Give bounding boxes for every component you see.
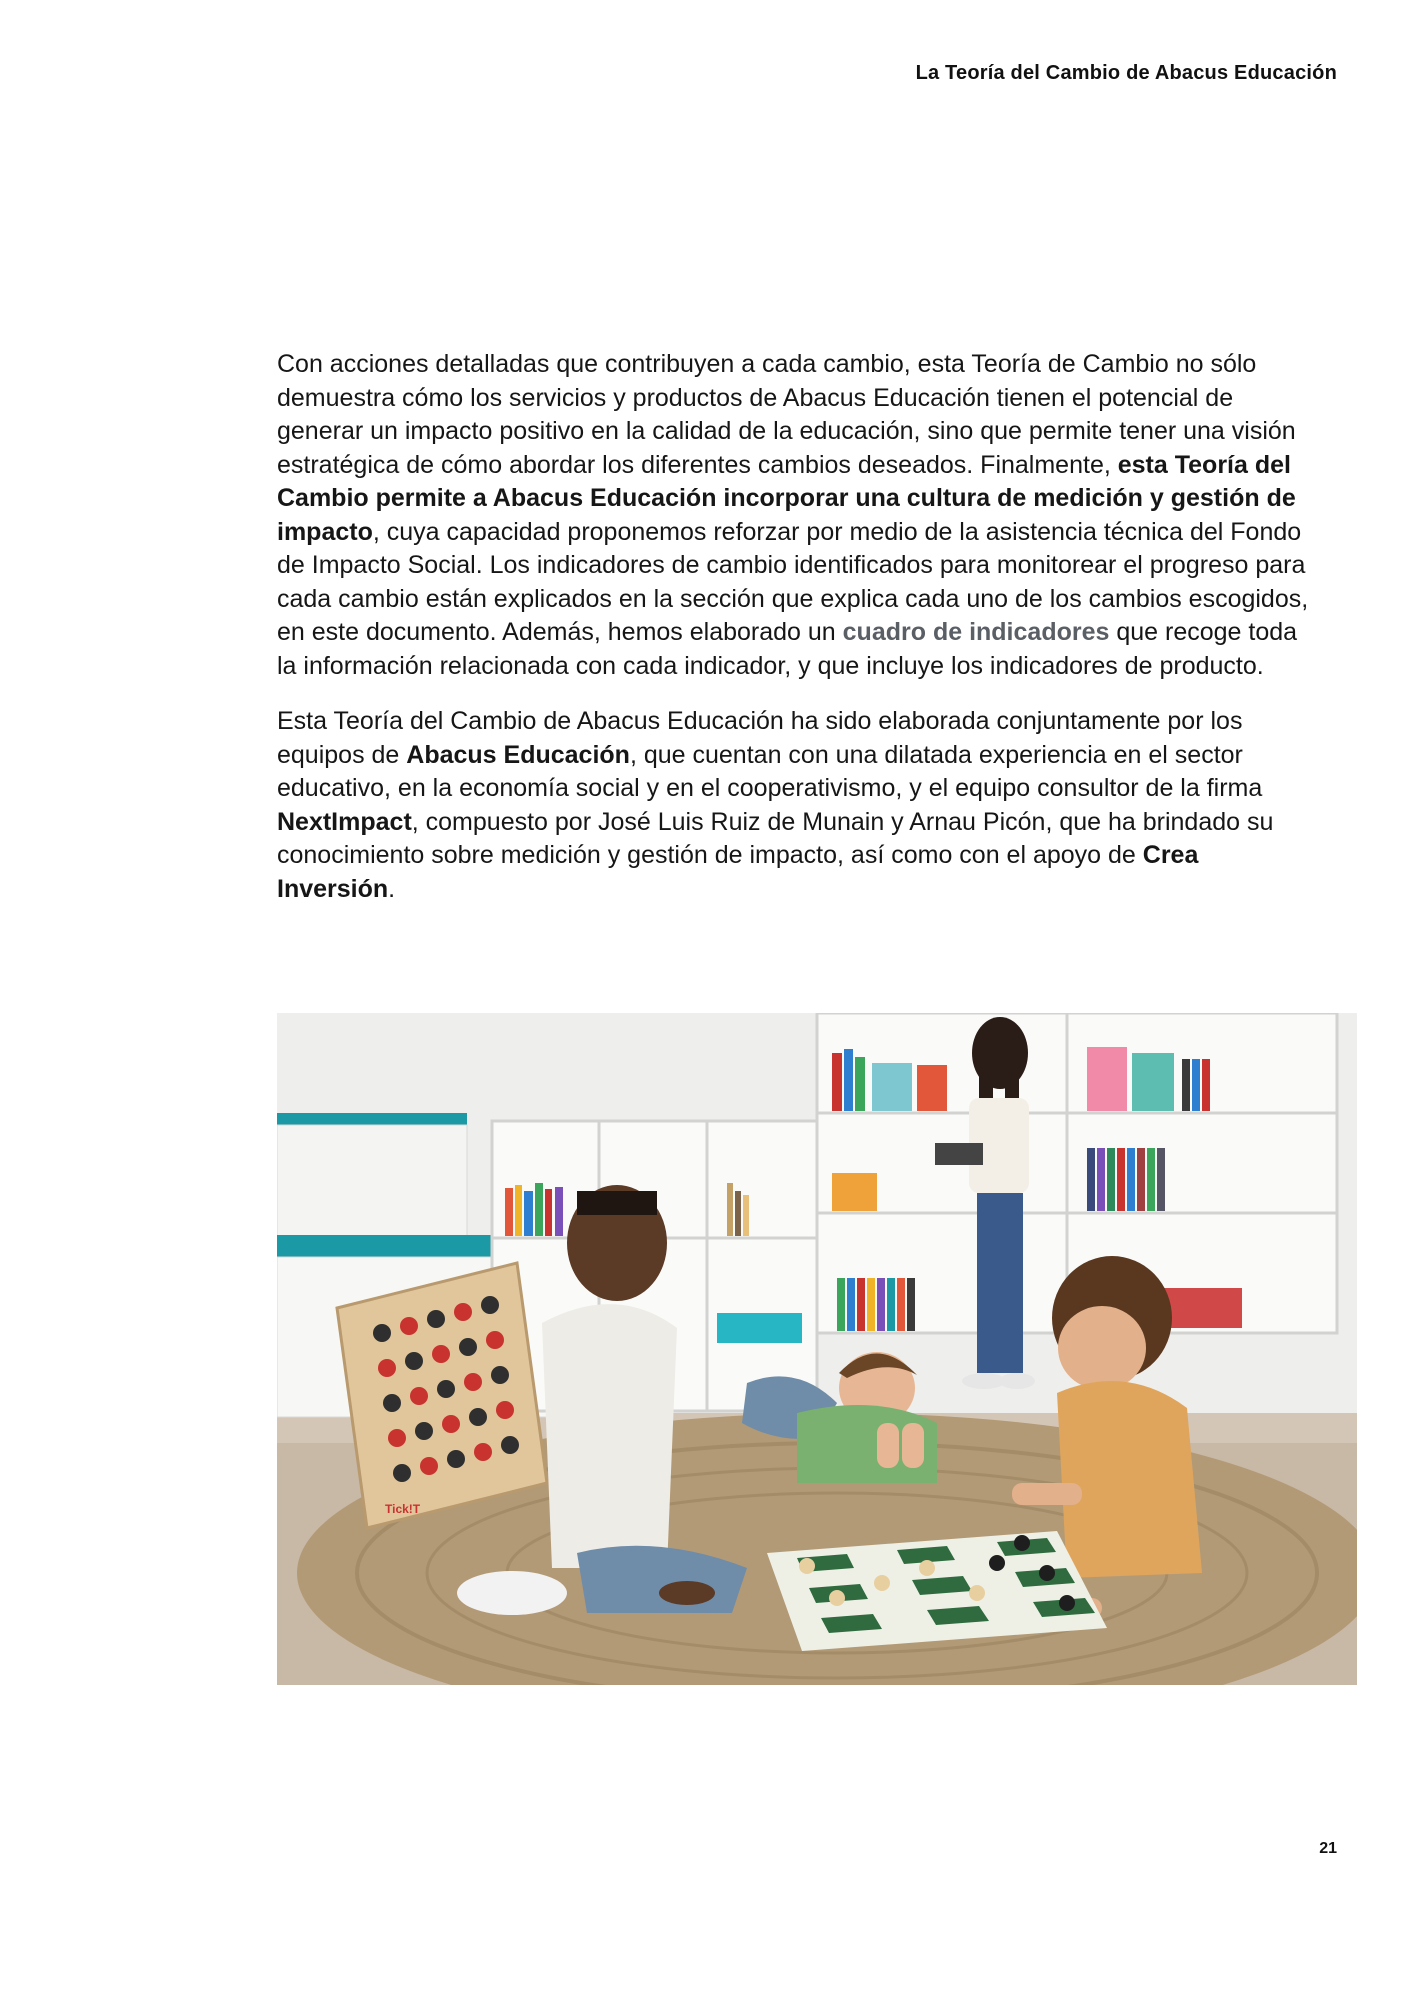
- indicators-table-link[interactable]: cuadro de indicadores: [842, 618, 1110, 646]
- p2-text-2: , que cuentan con una dilatada experiencia en el sector educativo, en la economía social y en el cooperativismo, y el equipo consultor de la firma: [277, 740, 1263, 802]
- running-header: La Teoría del Cambio de Abacus Educación: [915, 62, 1337, 84]
- classroom-photo: [277, 1013, 1357, 1685]
- p1-text-3: que recoge toda la información relacionada con cada indicador, y que incluye los indicadores de producto.: [277, 618, 1298, 680]
- p1-text-2: , cuya capacidad proponemos reforzar por medio de la asistencia técnica del Fondo de Impacto Social. Los indicadores de cambio identificados para monitorear el progreso para cada cambio están explicados en la sección que explica cada uno de los cambios escogidos, en este documento. Además, hemos elaborado un: [277, 517, 1309, 646]
- paragraph-2: [277, 705, 1313, 906]
- p2-bold-abacus: Abacus Educación: [406, 740, 630, 769]
- paragraph-1: [277, 348, 1313, 683]
- connect-four-game: [337, 1263, 547, 1528]
- p2-bold-crea: Crea Inversión: [277, 841, 1199, 903]
- game-brand-label: Tick!T: [385, 1502, 421, 1516]
- p2-text-3: , compuesto por José Luis Ruiz de Munain y Arnau Picón, que ha brindado su conocimiento sobre medición y gestión de impacto, así como con el apoyo de: [277, 807, 1274, 869]
- page-number: 21: [1319, 1840, 1337, 1857]
- p2-text-4: .: [388, 874, 396, 903]
- p2-bold-nextimpact: NextImpact: [277, 807, 412, 836]
- p1-text-1: Con acciones detalladas que contribuyen a cada cambio, esta Teoría de Cambio no sólo demuestra cómo los servicios y productos de Abacus Educación tienen el potencial de generar un impacto positivo en la calidad de la educación, sino que permite tener una visión estratégica de cómo abordar los diferentes cambios deseados. Finalmente,: [277, 350, 1296, 479]
- body-text: [277, 348, 1313, 928]
- p2-text-1: Esta Teoría del Cambio de Abacus Educación ha sido elaborada conjuntamente por los equipos de: [277, 707, 1243, 769]
- p1-bold-1: esta Teoría del Cambio permite a Abacus Educación incorporar una cultura de medición y gestión de impacto: [277, 450, 1296, 546]
- classroom-illustration: [277, 1013, 1357, 1685]
- toy-bin: [717, 1313, 802, 1343]
